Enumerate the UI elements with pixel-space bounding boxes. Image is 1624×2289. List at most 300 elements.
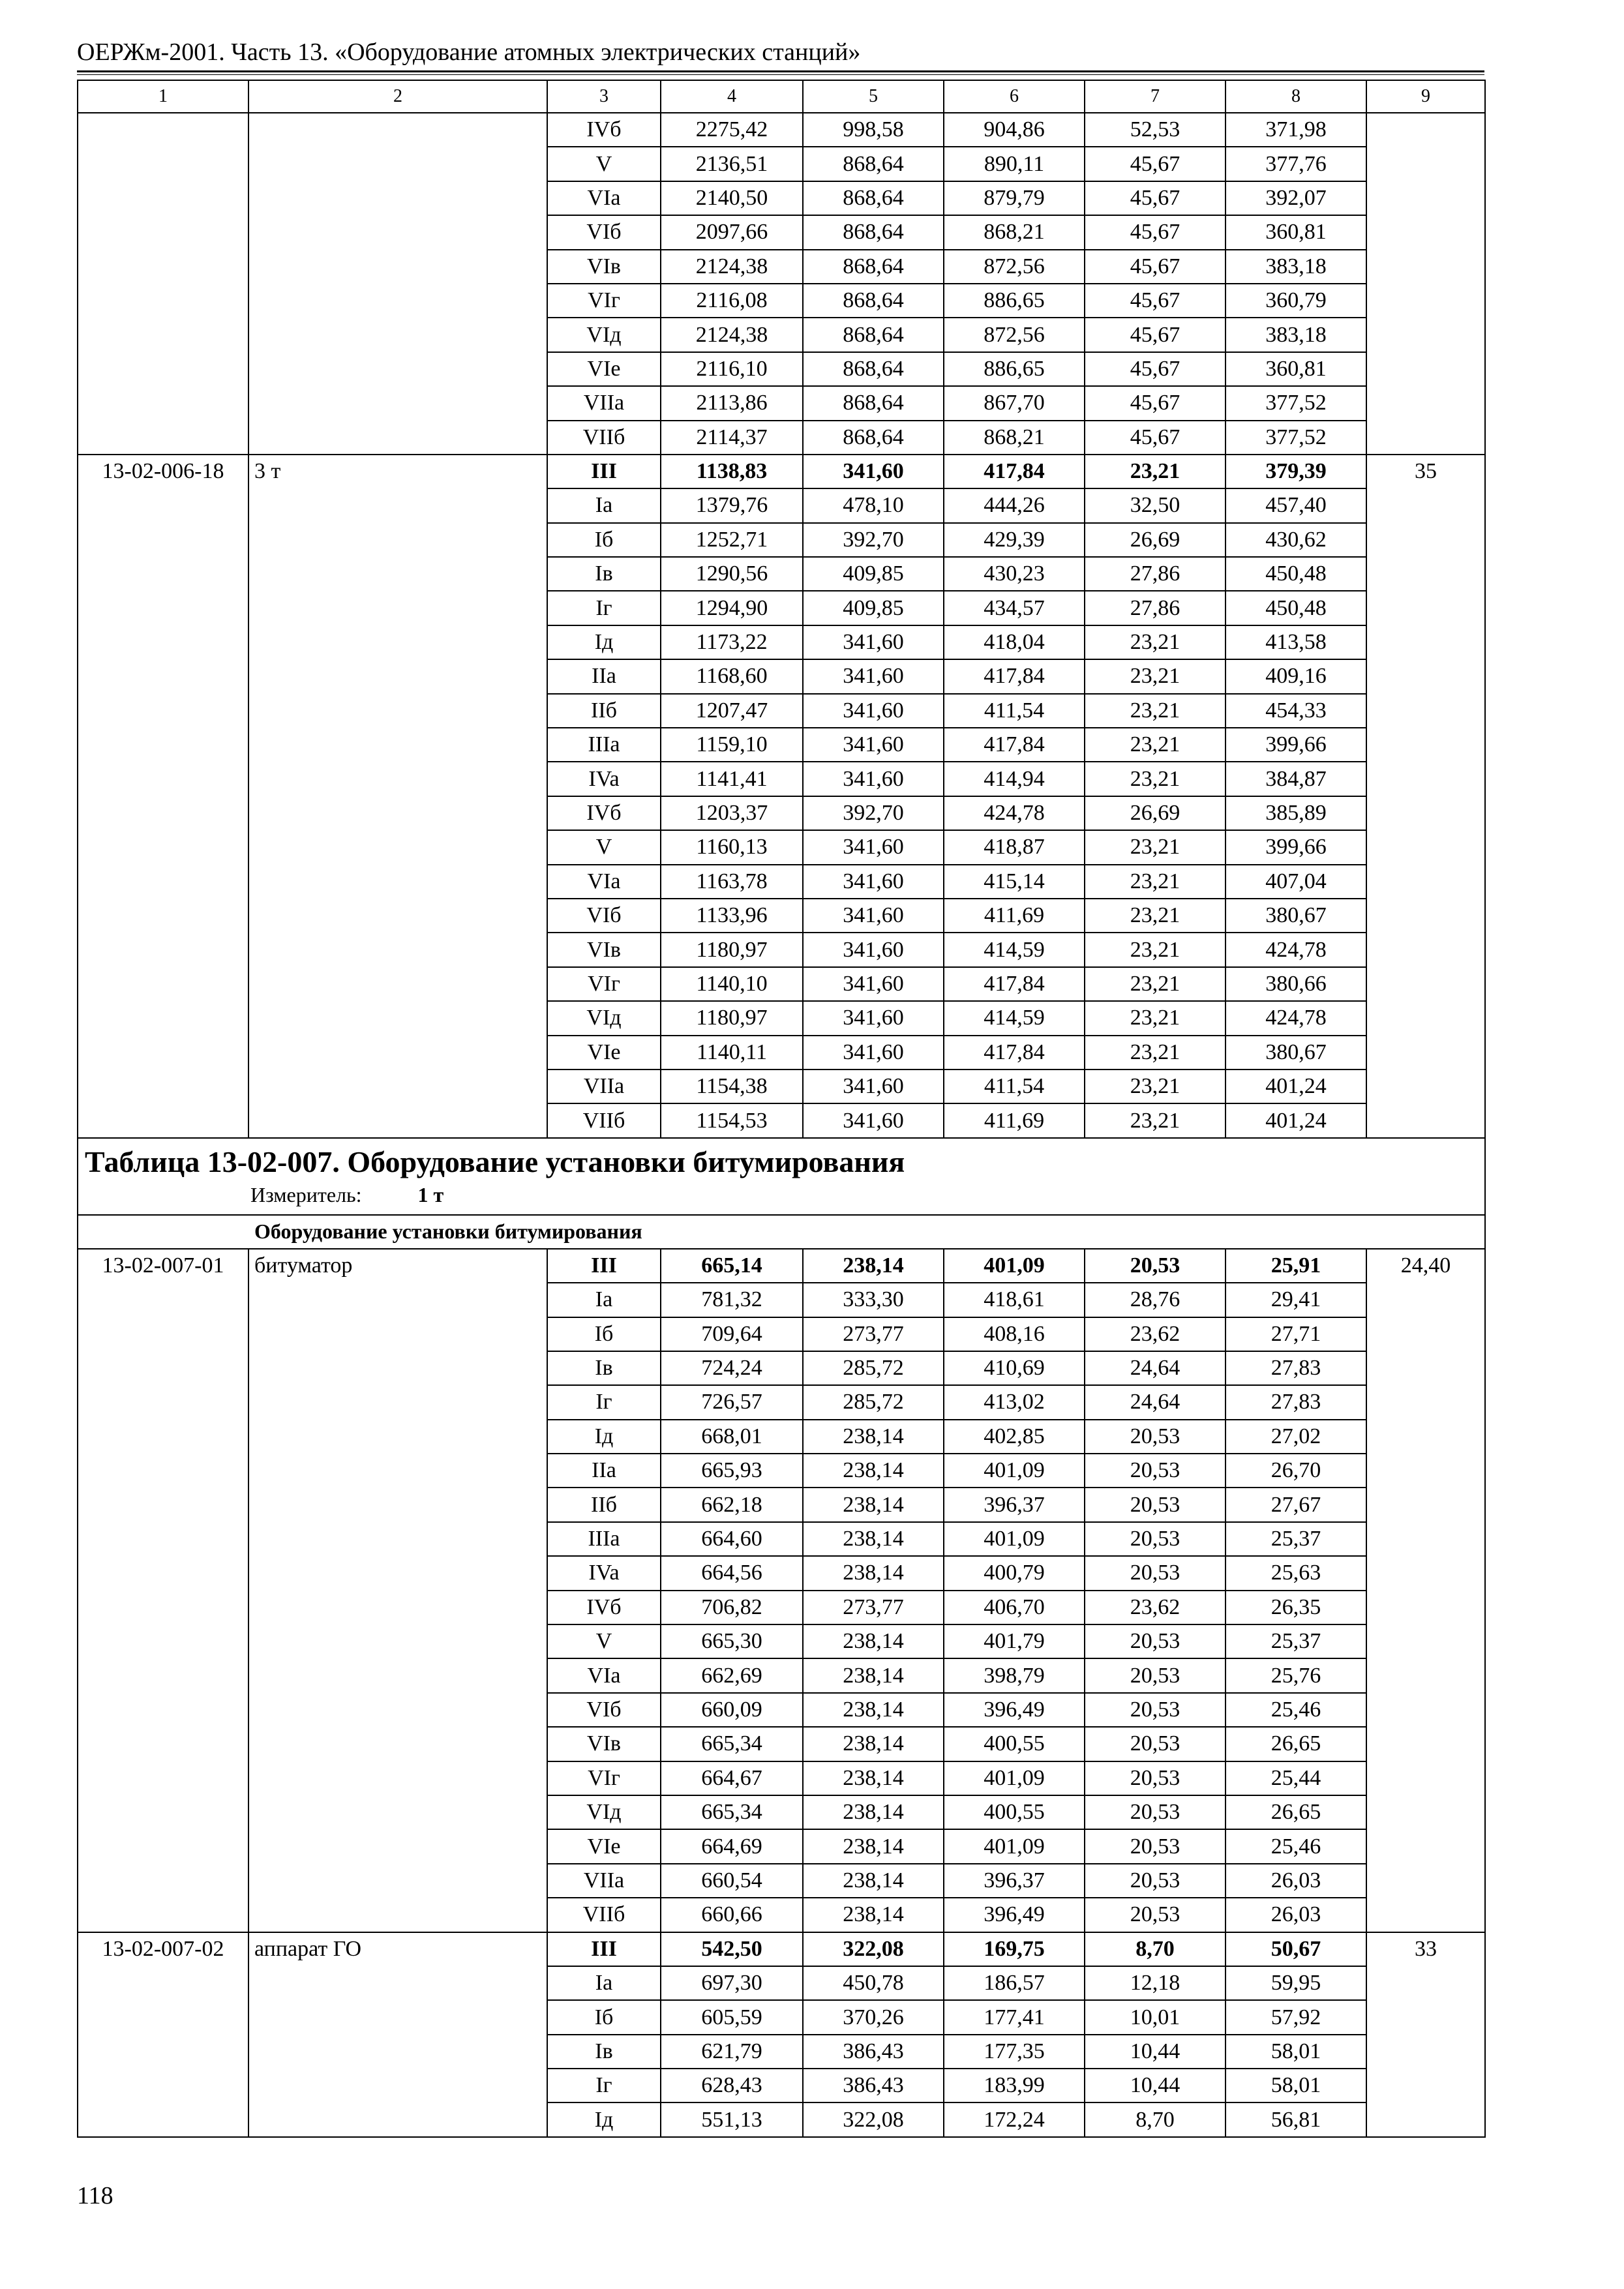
value-cell: 1180,97 <box>661 1001 803 1035</box>
value-cell: 23,21 <box>1085 967 1226 1001</box>
value-cell: 868,64 <box>803 318 944 352</box>
column-number: 6 <box>944 80 1085 113</box>
zone-code: VIa <box>547 181 661 215</box>
value-cell: 341,60 <box>803 1103 944 1137</box>
value-cell: 386,43 <box>803 2035 944 2069</box>
zone-code: Iв <box>547 1351 661 1385</box>
value-cell: 430,23 <box>944 557 1085 591</box>
value-cell: 2116,10 <box>661 352 803 386</box>
value-cell: 238,14 <box>803 1795 944 1829</box>
value-cell: 341,60 <box>803 933 944 966</box>
value-cell: 177,35 <box>944 2035 1085 2069</box>
zone-code: VIв <box>547 1727 661 1761</box>
value-cell: 434,57 <box>944 591 1085 625</box>
table-row <box>78 113 1485 147</box>
value-cell: 411,69 <box>944 1103 1085 1137</box>
value-cell: 396,37 <box>944 1488 1085 1521</box>
value-cell: 20,53 <box>1085 1556 1226 1590</box>
value-cell: 238,14 <box>803 1761 944 1795</box>
value-cell: 25,37 <box>1226 1522 1366 1556</box>
value-cell: 59,95 <box>1226 1966 1366 2000</box>
value-cell: 23,21 <box>1085 899 1226 933</box>
value-cell: 664,60 <box>661 1522 803 1556</box>
value-cell: 1207,47 <box>661 694 803 728</box>
value-cell: 341,60 <box>803 455 944 488</box>
zone-code: VIг <box>547 967 661 1001</box>
rate-name: 3 т <box>248 455 547 1138</box>
value-cell: 24,64 <box>1085 1351 1226 1385</box>
zone-code: Iб <box>547 2000 661 2034</box>
value-cell: 8,70 <box>1085 1932 1226 1966</box>
value-cell: 401,09 <box>944 1522 1085 1556</box>
value-cell: 26,69 <box>1085 796 1226 830</box>
value-cell: 385,89 <box>1226 796 1366 830</box>
zone-code: VIIa <box>547 386 661 420</box>
value-cell: 383,18 <box>1226 318 1366 352</box>
value-cell: 418,04 <box>944 625 1085 659</box>
section-row <box>78 1215 1485 1249</box>
value-cell: 868,64 <box>803 250 944 284</box>
value-cell: 665,34 <box>661 1795 803 1829</box>
value-cell: 238,14 <box>803 1522 944 1556</box>
value-cell: 424,78 <box>944 796 1085 830</box>
value-cell: 868,64 <box>803 421 944 455</box>
column-number: 4 <box>661 80 803 113</box>
value-cell: 401,79 <box>944 1624 1085 1658</box>
value-cell: 409,85 <box>803 557 944 591</box>
value-cell: 1159,10 <box>661 728 803 762</box>
zone-code: Iб <box>547 1317 661 1351</box>
value-cell: 392,70 <box>803 796 944 830</box>
value-cell: 169,75 <box>944 1932 1085 1966</box>
unit-value: 35 <box>1366 455 1485 1138</box>
table-title-row <box>78 1138 1485 1215</box>
value-cell: 662,69 <box>661 1658 803 1692</box>
value-cell: 322,08 <box>803 1932 944 1966</box>
value-cell: 238,14 <box>803 1488 944 1521</box>
value-cell: 665,14 <box>661 1249 803 1283</box>
value-cell: 2275,42 <box>661 113 803 147</box>
value-cell: 1294,90 <box>661 591 803 625</box>
value-cell: 414,94 <box>944 762 1085 796</box>
value-cell: 417,84 <box>944 1036 1085 1070</box>
value-cell: 1203,37 <box>661 796 803 830</box>
zone-code: IIIa <box>547 728 661 762</box>
value-cell: 868,64 <box>803 147 944 181</box>
rate-code: 13-02-007-01 <box>78 1249 248 1932</box>
zone-code: VIб <box>547 1693 661 1727</box>
value-cell: 26,03 <box>1226 1864 1366 1898</box>
value-cell: 621,79 <box>661 2035 803 2069</box>
value-cell: 411,54 <box>944 694 1085 728</box>
value-cell: 665,93 <box>661 1454 803 1488</box>
value-cell: 183,99 <box>944 2069 1085 2102</box>
zone-code: VIa <box>547 865 661 899</box>
value-cell: 45,67 <box>1085 386 1226 420</box>
value-cell: 380,66 <box>1226 967 1366 1001</box>
rates-table-body <box>78 80 1485 2137</box>
value-cell: 418,87 <box>944 830 1085 864</box>
value-cell: 401,24 <box>1226 1103 1366 1137</box>
value-cell: 341,60 <box>803 899 944 933</box>
value-cell: 23,21 <box>1085 865 1226 899</box>
value-cell: 709,64 <box>661 1317 803 1351</box>
value-cell: 45,67 <box>1085 147 1226 181</box>
value-cell: 450,78 <box>803 1966 944 2000</box>
value-cell: 20,53 <box>1085 1624 1226 1658</box>
unit-cell <box>1366 113 1485 455</box>
zone-code: VIб <box>547 215 661 249</box>
value-cell: 26,35 <box>1226 1591 1366 1624</box>
value-cell: 27,02 <box>1226 1420 1366 1454</box>
table-title-cell <box>78 1138 1485 1215</box>
value-cell: 904,86 <box>944 113 1085 147</box>
value-cell: 1168,60 <box>661 659 803 693</box>
value-cell: 20,53 <box>1085 1761 1226 1795</box>
running-header: ОЕРЖм-2001. Часть 13. «Оборудование атомных электрических станций» <box>77 38 861 66</box>
value-cell: 25,44 <box>1226 1761 1366 1795</box>
zone-code: VIIб <box>547 1898 661 1932</box>
value-cell: 23,21 <box>1085 1103 1226 1137</box>
value-cell: 26,70 <box>1226 1454 1366 1488</box>
value-cell: 20,53 <box>1085 1693 1226 1727</box>
value-cell: 25,91 <box>1226 1249 1366 1283</box>
value-cell: 57,92 <box>1226 2000 1366 2034</box>
value-cell: 23,21 <box>1085 762 1226 796</box>
value-cell: 23,21 <box>1085 1001 1226 1035</box>
value-cell: 660,54 <box>661 1864 803 1898</box>
zone-code: VIб <box>547 899 661 933</box>
value-cell: 408,16 <box>944 1317 1085 1351</box>
value-cell: 238,14 <box>803 1898 944 1932</box>
value-cell: 26,03 <box>1226 1898 1366 1932</box>
value-cell: 50,67 <box>1226 1932 1366 1966</box>
value-cell: 424,78 <box>1226 1001 1366 1035</box>
value-cell: 400,55 <box>944 1727 1085 1761</box>
value-cell: 890,11 <box>944 147 1085 181</box>
zone-code: Iв <box>547 2035 661 2069</box>
zone-code: IIa <box>547 659 661 693</box>
value-cell: 23,21 <box>1085 455 1226 488</box>
code-cell <box>78 113 248 455</box>
value-cell: 1133,96 <box>661 899 803 933</box>
value-cell: 867,70 <box>944 386 1085 420</box>
value-cell: 1140,10 <box>661 967 803 1001</box>
value-cell: 58,01 <box>1226 2035 1366 2069</box>
value-cell: 341,60 <box>803 1036 944 1070</box>
value-cell: 450,48 <box>1226 591 1366 625</box>
value-cell: 414,59 <box>944 1001 1085 1035</box>
value-cell: 2116,08 <box>661 284 803 318</box>
value-cell: 380,67 <box>1226 1036 1366 1070</box>
rate-name: аппарат ГО <box>248 1932 547 2137</box>
column-number: 7 <box>1085 80 1226 113</box>
value-cell: 380,67 <box>1226 899 1366 933</box>
value-cell: 371,98 <box>1226 113 1366 147</box>
value-cell: 886,65 <box>944 284 1085 318</box>
value-cell: 377,52 <box>1226 421 1366 455</box>
zone-code: VIa <box>547 1658 661 1692</box>
value-cell: 27,86 <box>1085 557 1226 591</box>
value-cell: 1160,13 <box>661 830 803 864</box>
value-cell: 360,81 <box>1226 215 1366 249</box>
value-cell: 417,84 <box>944 728 1085 762</box>
value-cell: 668,01 <box>661 1420 803 1454</box>
value-cell: 360,81 <box>1226 352 1366 386</box>
value-cell: 10,44 <box>1085 2069 1226 2102</box>
value-cell: 386,43 <box>803 2069 944 2102</box>
zone-code: III <box>547 455 661 488</box>
column-number: 2 <box>248 80 547 113</box>
value-cell: 25,76 <box>1226 1658 1366 1692</box>
value-cell: 341,60 <box>803 865 944 899</box>
zone-code: VIд <box>547 318 661 352</box>
value-cell: 1290,56 <box>661 557 803 591</box>
value-cell: 2140,50 <box>661 181 803 215</box>
value-cell: 23,21 <box>1085 659 1226 693</box>
value-cell: 879,79 <box>944 181 1085 215</box>
value-cell: 2114,37 <box>661 421 803 455</box>
value-cell: 410,69 <box>944 1351 1085 1385</box>
rates-table <box>77 80 1486 2138</box>
value-cell: 377,52 <box>1226 386 1366 420</box>
zone-code: Ia <box>547 1283 661 1317</box>
page-number: 118 <box>77 2182 113 2209</box>
value-cell: 1140,11 <box>661 1036 803 1070</box>
value-cell: 868,64 <box>803 181 944 215</box>
value-cell: 1154,53 <box>661 1103 803 1137</box>
value-cell: 383,18 <box>1226 250 1366 284</box>
value-cell: 660,09 <box>661 1693 803 1727</box>
value-cell: 411,54 <box>944 1070 1085 1103</box>
value-cell: 1173,22 <box>661 625 803 659</box>
value-cell: 45,67 <box>1085 284 1226 318</box>
zone-code: Iг <box>547 591 661 625</box>
value-cell: 444,26 <box>944 488 1085 522</box>
value-cell: 392,70 <box>803 523 944 557</box>
column-number: 3 <box>547 80 661 113</box>
value-cell: 605,59 <box>661 2000 803 2034</box>
value-cell: 868,64 <box>803 386 944 420</box>
value-cell: 45,67 <box>1085 318 1226 352</box>
zone-code: VIe <box>547 1829 661 1863</box>
section-heading: Оборудование установки битумирования <box>78 1215 1485 1249</box>
value-cell: 396,49 <box>944 1693 1085 1727</box>
value-cell: 58,01 <box>1226 2069 1366 2102</box>
value-cell: 457,40 <box>1226 488 1366 522</box>
value-cell: 370,26 <box>803 2000 944 2034</box>
value-cell: 20,53 <box>1085 1795 1226 1829</box>
value-cell: 341,60 <box>803 625 944 659</box>
zone-code: VIв <box>547 933 661 966</box>
zone-code: Iб <box>547 523 661 557</box>
zone-code: V <box>547 830 661 864</box>
zone-code: IIб <box>547 694 661 728</box>
value-cell: 341,60 <box>803 967 944 1001</box>
value-cell: 20,53 <box>1085 1249 1226 1283</box>
value-cell: 10,01 <box>1085 2000 1226 2034</box>
value-cell: 399,66 <box>1226 728 1366 762</box>
table-row <box>78 1249 1485 1283</box>
value-cell: 45,67 <box>1085 352 1226 386</box>
zone-code: VIд <box>547 1795 661 1829</box>
zone-code: IVб <box>547 113 661 147</box>
value-cell: 27,86 <box>1085 591 1226 625</box>
value-cell: 401,09 <box>944 1829 1085 1863</box>
value-cell: 697,30 <box>661 1966 803 2000</box>
value-cell: 238,14 <box>803 1829 944 1863</box>
value-cell: 417,84 <box>944 455 1085 488</box>
unit-value: 33 <box>1366 1932 1485 2137</box>
zone-code: IVб <box>547 1591 661 1624</box>
value-cell: 341,60 <box>803 659 944 693</box>
value-cell: 478,10 <box>803 488 944 522</box>
value-cell: 172,24 <box>944 2102 1085 2136</box>
rate-code: 13-02-006-18 <box>78 455 248 1138</box>
value-cell: 400,55 <box>944 1795 1085 1829</box>
zone-code: III <box>547 1932 661 1966</box>
value-cell: 238,14 <box>803 1420 944 1454</box>
value-cell: 322,08 <box>803 2102 944 2136</box>
value-cell: 868,21 <box>944 421 1085 455</box>
value-cell: 20,53 <box>1085 1420 1226 1454</box>
value-cell: 868,64 <box>803 352 944 386</box>
value-cell: 238,14 <box>803 1454 944 1488</box>
value-cell: 418,61 <box>944 1283 1085 1317</box>
column-number: 1 <box>78 80 248 113</box>
rate-code: 13-02-007-02 <box>78 1932 248 2137</box>
value-cell: 664,67 <box>661 1761 803 1795</box>
value-cell: 341,60 <box>803 728 944 762</box>
value-cell: 20,53 <box>1085 1454 1226 1488</box>
column-number: 5 <box>803 80 944 113</box>
table-row <box>78 1932 1485 1966</box>
value-cell: 238,14 <box>803 1556 944 1590</box>
value-cell: 886,65 <box>944 352 1085 386</box>
value-cell: 238,14 <box>803 1693 944 1727</box>
value-cell: 1379,76 <box>661 488 803 522</box>
value-cell: 2113,86 <box>661 386 803 420</box>
value-cell: 1138,83 <box>661 455 803 488</box>
value-cell: 665,34 <box>661 1727 803 1761</box>
rate-name: битуматор <box>248 1249 547 1932</box>
value-cell: 454,33 <box>1226 694 1366 728</box>
zone-code: Iг <box>547 1385 661 1419</box>
value-cell: 23,21 <box>1085 1036 1226 1070</box>
value-cell: 23,62 <box>1085 1317 1226 1351</box>
header-rule <box>77 70 1484 72</box>
value-cell: 26,65 <box>1226 1795 1366 1829</box>
value-cell: 409,16 <box>1226 659 1366 693</box>
value-cell: 45,67 <box>1085 215 1226 249</box>
value-cell: 401,09 <box>944 1761 1085 1795</box>
value-cell: 396,37 <box>944 1864 1085 1898</box>
zone-code: VIв <box>547 250 661 284</box>
value-cell: 10,44 <box>1085 2035 1226 2069</box>
value-cell: 32,50 <box>1085 488 1226 522</box>
zone-code: III <box>547 1249 661 1283</box>
value-cell: 413,58 <box>1226 625 1366 659</box>
value-cell: 27,83 <box>1226 1385 1366 1419</box>
zone-code: IVa <box>547 762 661 796</box>
value-cell: 660,66 <box>661 1898 803 1932</box>
value-cell: 186,57 <box>944 1966 1085 2000</box>
value-cell: 399,66 <box>1226 830 1366 864</box>
value-cell: 384,87 <box>1226 762 1366 796</box>
value-cell: 415,14 <box>944 865 1085 899</box>
value-cell: 417,84 <box>944 659 1085 693</box>
value-cell: 285,72 <box>803 1385 944 1419</box>
value-cell: 1180,97 <box>661 933 803 966</box>
value-cell: 450,48 <box>1226 557 1366 591</box>
name-cell <box>248 113 547 455</box>
value-cell: 25,46 <box>1226 1829 1366 1863</box>
value-cell: 20,53 <box>1085 1864 1226 1898</box>
value-cell: 12,18 <box>1085 1966 1226 2000</box>
value-cell: 401,09 <box>944 1454 1085 1488</box>
zone-code: IIб <box>547 1488 661 1521</box>
zone-code: Ia <box>547 1966 661 2000</box>
zone-code: VIг <box>547 1761 661 1795</box>
zone-code: V <box>547 147 661 181</box>
value-cell: 628,43 <box>661 2069 803 2102</box>
value-cell: 26,69 <box>1085 523 1226 557</box>
zone-code: VIIa <box>547 1864 661 1898</box>
value-cell: 20,53 <box>1085 1829 1226 1863</box>
value-cell: 1163,78 <box>661 865 803 899</box>
value-cell: 417,84 <box>944 967 1085 1001</box>
unit-value: 24,40 <box>1366 1249 1485 1932</box>
value-cell: 238,14 <box>803 1249 944 1283</box>
value-cell: 401,24 <box>1226 1070 1366 1103</box>
zone-code: IVa <box>547 1556 661 1590</box>
value-cell: 341,60 <box>803 694 944 728</box>
value-cell: 392,07 <box>1226 181 1366 215</box>
zone-code: VIд <box>547 1001 661 1035</box>
value-cell: 1154,38 <box>661 1070 803 1103</box>
zone-code: VIIб <box>547 1103 661 1137</box>
zone-code: VIe <box>547 352 661 386</box>
value-cell: 407,04 <box>1226 865 1366 899</box>
value-cell: 20,53 <box>1085 1898 1226 1932</box>
value-cell: 24,64 <box>1085 1385 1226 1419</box>
value-cell: 406,70 <box>944 1591 1085 1624</box>
table-row <box>78 455 1485 488</box>
value-cell: 2124,38 <box>661 318 803 352</box>
value-cell: 2136,51 <box>661 147 803 181</box>
value-cell: 542,50 <box>661 1932 803 1966</box>
value-cell: 664,69 <box>661 1829 803 1863</box>
value-cell: 23,62 <box>1085 1591 1226 1624</box>
value-cell: 273,77 <box>803 1317 944 1351</box>
value-cell: 551,13 <box>661 2102 803 2136</box>
value-cell: 409,85 <box>803 591 944 625</box>
value-cell: 238,14 <box>803 1658 944 1692</box>
value-cell: 25,37 <box>1226 1624 1366 1658</box>
value-cell: 8,70 <box>1085 2102 1226 2136</box>
value-cell: 28,76 <box>1085 1283 1226 1317</box>
value-cell: 662,18 <box>661 1488 803 1521</box>
value-cell: 45,67 <box>1085 181 1226 215</box>
value-cell: 377,76 <box>1226 147 1366 181</box>
value-cell: 45,67 <box>1085 250 1226 284</box>
header-rule-thin <box>77 74 1484 75</box>
zone-code: IVб <box>547 796 661 830</box>
value-cell: 285,72 <box>803 1351 944 1385</box>
value-cell: 25,63 <box>1226 1556 1366 1590</box>
zone-code: Ia <box>547 488 661 522</box>
value-cell: 29,41 <box>1226 1283 1366 1317</box>
